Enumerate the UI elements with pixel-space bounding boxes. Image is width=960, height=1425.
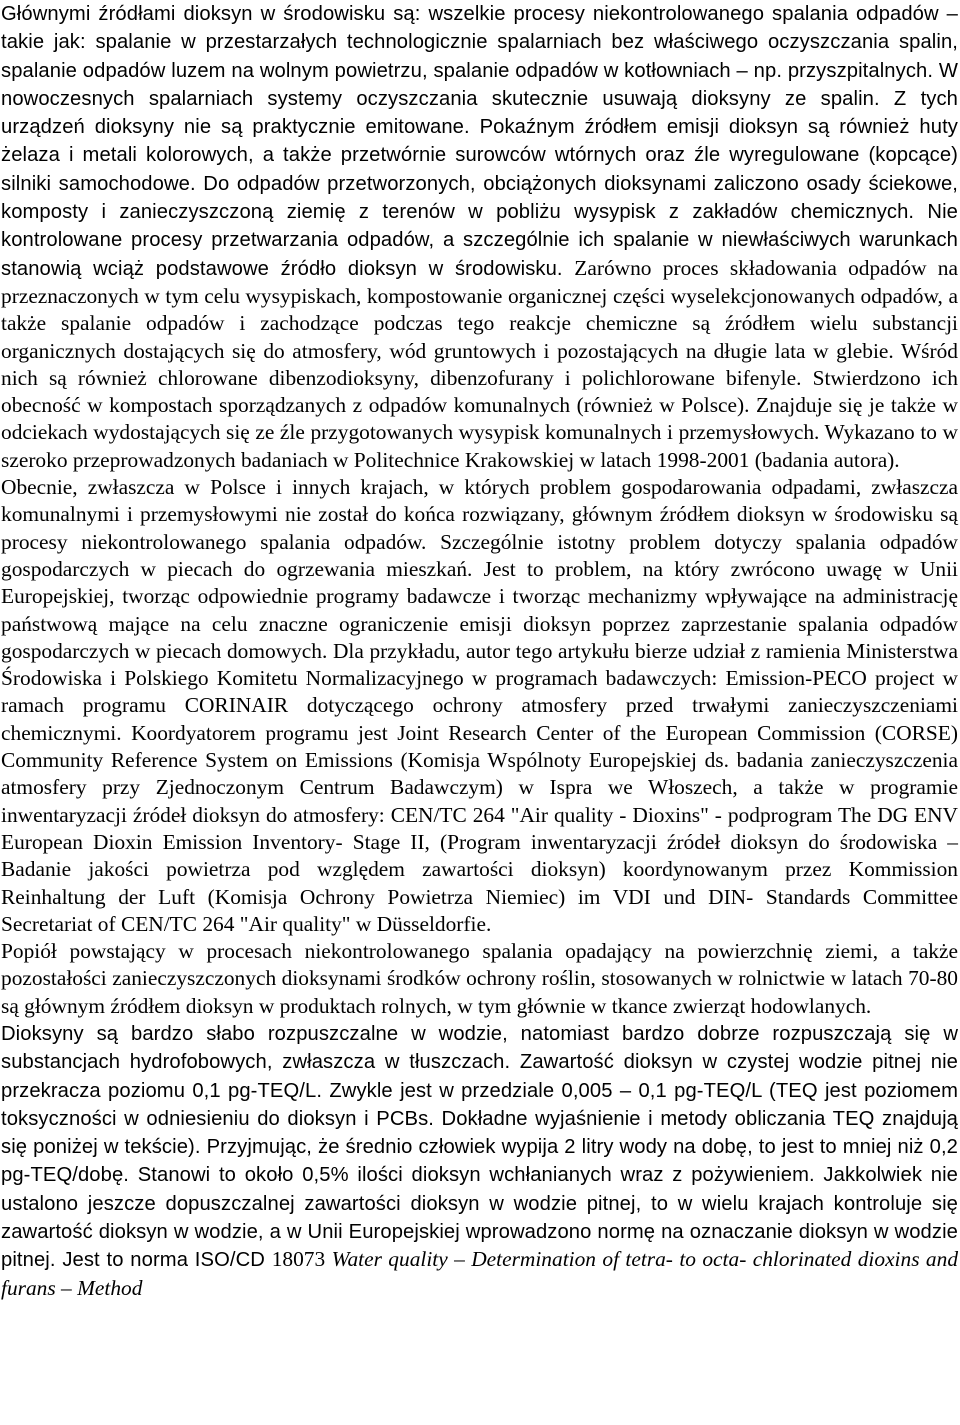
text-segment: Głównymi źródłami dioksyn w środowisku są: wszelkie procesy niekontrolowanego spalania odpadów – takie jak: spalanie w przestarzałych technologicznie spalarniach bez właściwego oczyszczania spalin, spalanie odpadów luzem na wolnym powietrzu, spalanie odpadów w kotłowniach – np. przyszpitalnych. W nowoczesnych spalarniach systemy oczyszczania skutecznie usuwają dioksyny ze spalin. Z tych urządzeń dioksyny nie są praktycznie emitowane. Pokaźnym źródłem emisji dioksyn są również huty żelaza i metali kolorowych, a także przetwórnie surowców wtórnych oraz źle wyregulowane (kopcące) silniki samochodowe. Do odpadów przetworzonych, obciążonych dioksynami zaliczono osady ściekowe, komposty i zanieczyszczoną ziemię z terenów w pobliżu wysypisk z zakładów chemicznych. Nie kontrolowane procesy przetwarzania odpadów, a szczególnie ich spalanie w niewłaściwych warunkach stanowią wciąż podstawowe źródło dioksyn w środowisku. <box>1 3 958 280</box>
paragraph-eu-programs <box>1 474 958 938</box>
text-segment: 18073 <box>271 1247 332 1272</box>
text-segment: Obecnie, zwłaszcza w Polsce i innych krajach, w których problem gospodarowania odpadami, zwłaszcza komunalnymi i przemysłowymi nie został do końca rozwiązany, głównym źródłem dioksyn w środowisku są procesy niekontrolowanego spalania odpadów. Szczególnie istotny problem dotyczy spalania odpadów gospodarczych w piecach do ogrzewania mieszkań. Jest to problem, na który zwrócono uwagę w Unii Europejskiej, tworząc odpowiednie programy badawcze i tworząc mechanizmy wpływające na administrację państwową mające na celu znaczne ograniczenie emisji dioksyn poprzez zaprzestanie spalania odpadów gospodarczych w piecach domowych. Dla przykładu, autor tego artykułu bierze udział z ramienia Ministerstwa Środowiska i Polskiego Komitetu Normalizacyjnego w programach badawczych: Emission-PECO project w ramach programu CORINAIR dotyczącego ochrony atmosfery przed trwałymi zanieczyszczeniami chemicznymi. Koordyatorem programu jest Joint Research Center of the European Commission (CORSE) Community Reference System on Emissions (Komisja Wspólnoty Europejskiej ds. badania zanieczyszczenia atmosfery przy Zjednoczonym Centrum Badawczym) w Ispra we Włoszech, a także w programie inwentaryzacji źródeł dioksyn do atmosfery: CEN/TC 264 "Air quality - Dioxins" - podprogram The DG ENV European Dioxin Emission Inventory- Stage II, (Program inwentaryzacji źródeł dioksyn do środowiska – Badanie jakości powietrza pod względem zawartości dioksyn) koordynowanym przez Kommission Reinhaltung der Luft (Komisja Ochrony Powietrza Niemiec) im VDI und DIN- Standards Committee Secretariat of CEN/TC 264 "Air quality" w Düsseldorfie. <box>1 475 958 936</box>
standard-title-italic: Water quality – Determination of tetra- to octa- chlorinated dioxins and furans – Method <box>1 1247 959 1300</box>
paragraph-water-solubility <box>1 1020 958 1302</box>
paragraph-ash-and-pesticides <box>1 938 958 1020</box>
document-page <box>1 0 958 1302</box>
paragraph-dioxin-sources <box>1 0 958 474</box>
text-segment: Dioksyny są bardzo słabo rozpuszczalne w wodzie, natomiast bardzo dobrze rozpuszczają się w substancjach hydrofobowych, zwłaszcza w tłuszczach. Zawartość dioksyn w czystej wodzie pitnej nie przekracza poziomu 0,1 pg-TEQ/L. Zwykle jest w przedziale 0,005 – 0,1 pg-TEQ/L (TEQ jest poziomem toksyczności w odniesieniu do dioksyn i PCBs. Dokładne wyjaśnienie i metody obliczania TEQ znajdują się poniżej w tekście). Przyjmując, że średnio człowiek wypija 2 litry wody na dobę, to jest to mniej niż 0,2 pg-TEQ/dobę. Stanowi to około 0,5% ilości dioksyn wchłanianych wraz z pożywieniem. Jakkolwiek nie ustalono jeszcze dopuszczalnej zawartości dioksyn w wodzie pitnej, to w wielu krajach kontroluje się zawartość dioksyn w wodzie, a w Unii Europejskiej wprowadzono normę na oznaczanie dioksyn w wodzie pitnej. Jest to norma ISO/CD <box>1 1022 958 1272</box>
text-segment: Zarówno proces składowania odpadów na przeznaczonych w tym celu wysypiskach, kompostowanie organicznej części wyselekcjonowanych odpadów, a także spalanie odpadów i zachodzące podczas tego reakcje chemiczne są źródłem wielu substancji organicznych dostających się do atmosfery, wód gruntowych i pozostających na długie lata w glebie. Wśród nich są również chlorowane dibenzodioksyny, dibenzofurany i polichlorowane bifenyle. Stwierdzono ich obecność w kompostach sporządzanych z odpadów komunalnych (również w Polsce). Znajduje się je także w odciekach wydostających się ze źle przygotowanych wysypisk komunalnych i przemysłowych. Wykazano to w szeroko przeprowadzonych badaniach w Politechnice Krakowskiej w latach 1998-2001 (badania autora). <box>1 255 958 472</box>
text-segment: Popiół powstający w procesach niekontrolowanego spalania opadający na powierzchnię ziemi, a także pozostałości zanieczyszczonych dioksynami środków ochrony roślin, stosowanych w rolnictwie w latach 70-80 są głównym źródłem dioksyn w produktach rolnych, w tym głównie w tkance zwierząt hodowlanych. <box>1 939 958 1018</box>
